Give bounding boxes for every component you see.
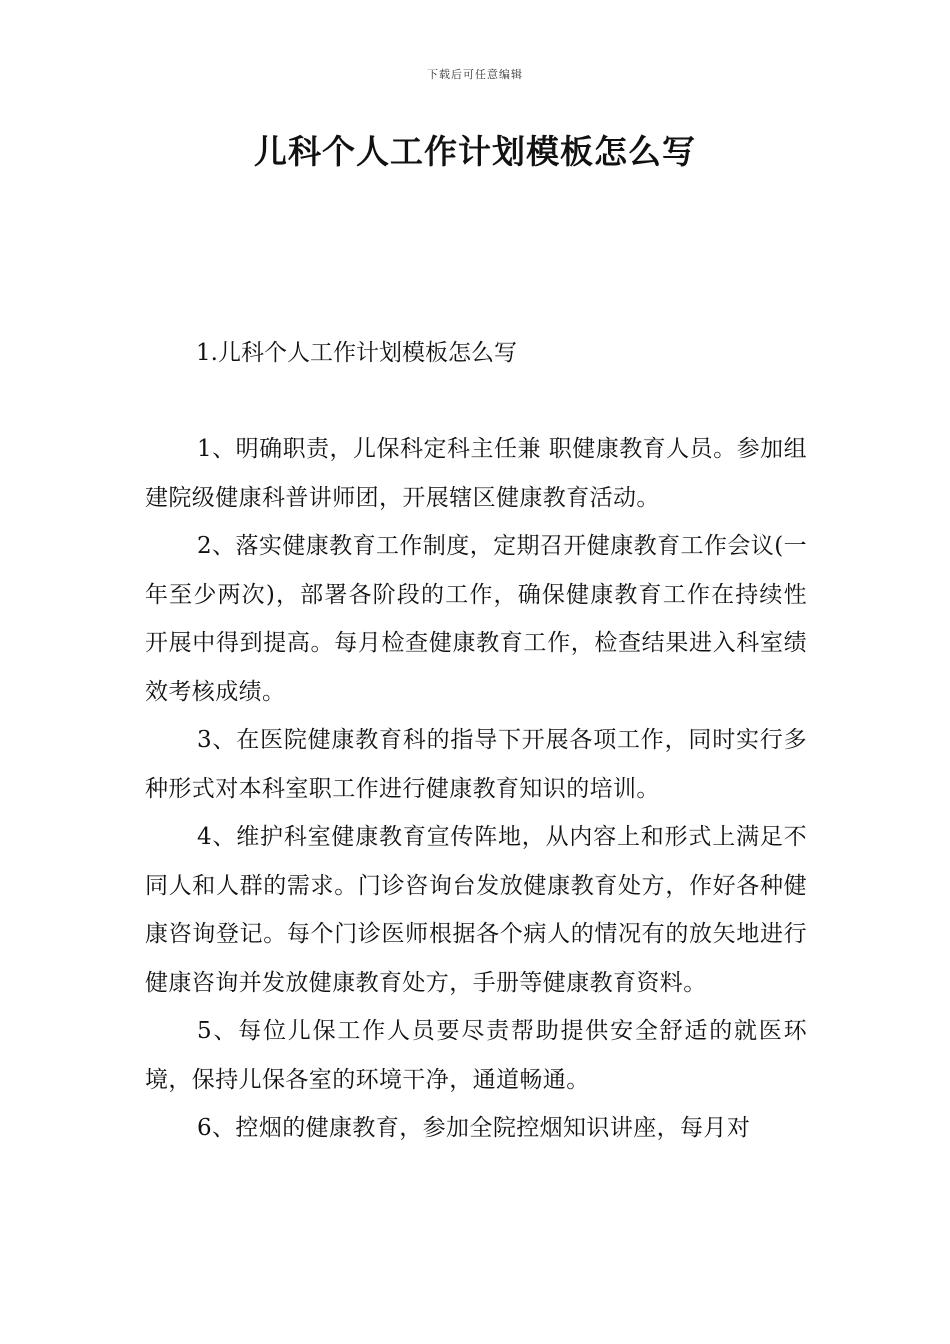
paragraph: 6、控烟的健康教育，参加全院控烟知识讲座，每月对 [197,1115,751,1141]
paragraph: 1、明确职责，儿保科定科主任兼 职健康教育人员。参加组建院级健康科普讲师团，开展辖区健康教育活动。 [145,436,807,511]
document-title: 儿科个人工作计划模板怎么写 [254,132,696,171]
header-note: 下载后可任意编辑 [427,68,523,81]
section-heading: 1.儿科个人工作计划模板怎么写 [196,340,517,366]
paragraph: 5、每位儿保工作人员要尽责帮助提供安全舒适的就医环境，保持儿保各室的环境干净，通道畅通。 [145,1018,807,1093]
paragraph: 4、维护科室健康教育宣传阵地，从内容上和形式上满足不同人和人群的需求。门诊咨询台发放健康教育处方，作好各种健康咨询登记。每个门诊医师根据各个病人的情况有的放矢地进行健康咨询并发放健康教育处方，手册等健康教育资料。 [145,824,807,996]
body-text [145,425,807,1153]
paragraph: 2、落实健康教育工作制度，定期召开健康教育工作会议(一年至少两次)，部署各阶段的工作，确保健康教育工作在持续性开展中得到提高。每月检查健康教育工作，检查结果进入科室绩效考核成绩。 [145,533,807,705]
paragraph: 3、在医院健康教育科的指导下开展各项工作，同时实行多种形式对本科室职工作进行健康教育知识的培训。 [145,727,807,802]
